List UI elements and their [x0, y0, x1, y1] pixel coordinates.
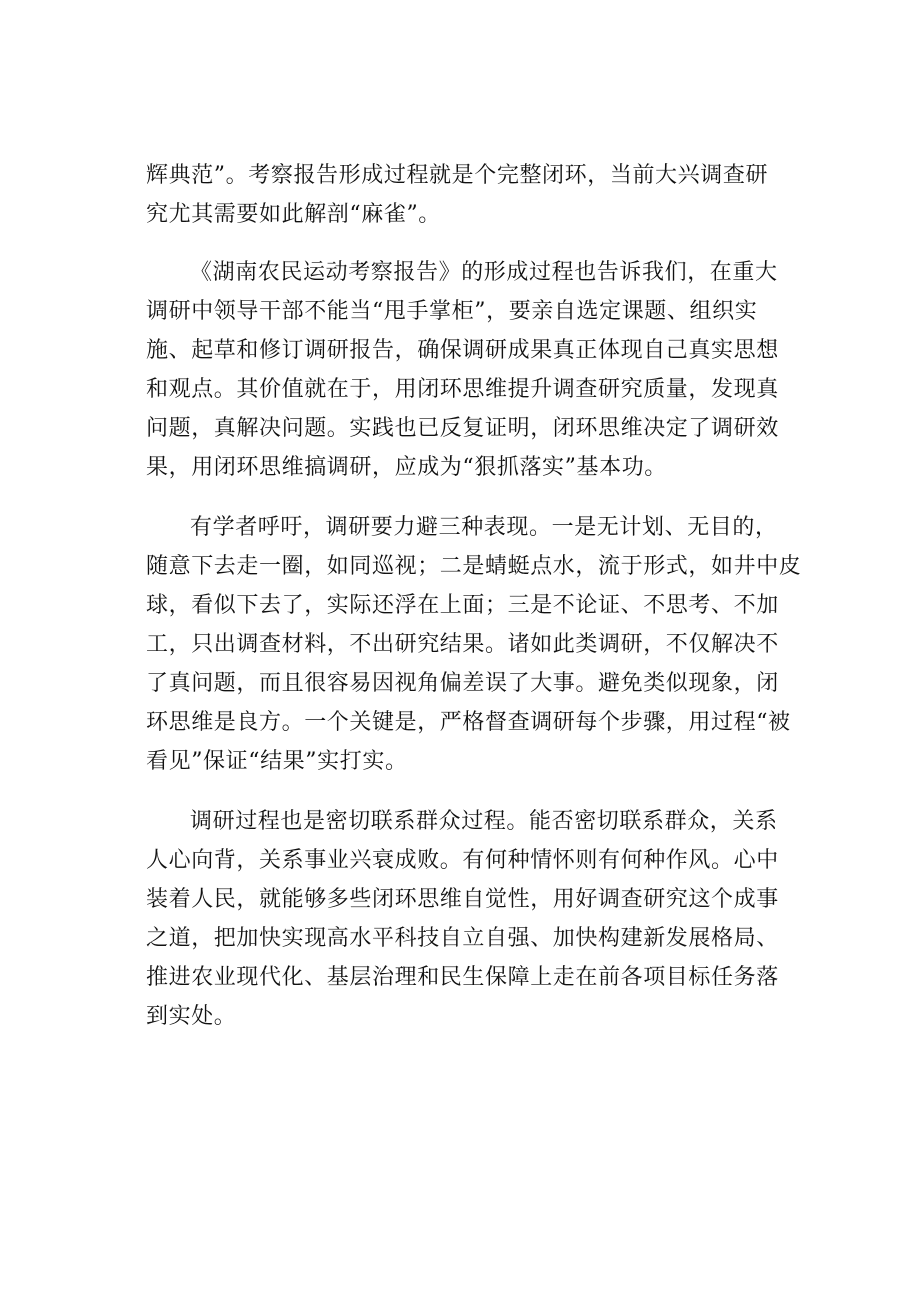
paragraph-line: 果，用闭环思维搞调研，应成为“狠抓落实”基本功。 — [146, 455, 667, 480]
paragraph-4 — [146, 802, 806, 1036]
paragraph-line: 问题，真解决问题。实践也已反复证明，闭环思维决定了调研效 — [146, 416, 779, 441]
paragraph-line: 究尤其需要如此解剖“麻雀”。 — [146, 202, 441, 227]
paragraph-line: 球，看似下去了，实际还浮在上面；三是不论证、不思考、不加 — [146, 593, 779, 618]
paragraph-line: 看见”保证“结果”实打实。 — [146, 749, 408, 774]
paragraph-line: 调研中领导干部不能当“甩手掌柜”，要亲自选定课题、组织实 — [146, 299, 758, 324]
paragraph-line: 到实处。 — [146, 1004, 237, 1029]
paragraph-first-line: 有学者呼吁，调研要力避三种表现。一是无计划、无目的， — [190, 515, 778, 540]
paragraph-first-line: 调研过程也是密切联系群众过程。能否密切联系群众，关系 — [190, 809, 778, 834]
paragraph-line: 之道，把加快实现高水平科技自立自强、加快构建新发展格局、 — [146, 926, 779, 951]
paragraph-line: 随意下去走一圈，如同巡视；二是蜻蜓点水，流于形式，如井中皮 — [146, 554, 802, 579]
paragraph-line: 推进农业现代化、基层治理和民生保障上走在前各项目标任务落 — [146, 965, 779, 990]
paragraph-first-line: 《湖南农民运动考察报告》的形成过程也告诉我们，在重大 — [190, 260, 778, 285]
paragraph-1 — [146, 156, 806, 234]
paragraph-line: 工，只出调查材料，不出研究结果。诸如此类调研，不仅解决不 — [146, 632, 779, 657]
paragraph-line: 和观点。其价值就在于，用闭环思维提升调查研究质量，发现真 — [146, 377, 779, 402]
paragraph-line: 环思维是良方。一个关键是，严格督查调研每个步骤，用过程“被 — [146, 710, 791, 735]
paragraph-3 — [146, 508, 806, 781]
paragraph-2 — [146, 253, 806, 487]
paragraph-line: 辉典范”。考察报告形成过程就是个完整闭环，当前大兴调查研 — [146, 163, 769, 188]
paragraph-line: 装着人民，就能够多些闭环思维自觉性，用好调查研究这个成事 — [146, 887, 779, 912]
paragraph-line: 施、起草和修订调研报告，确保调研成果真正体现自己真实思想 — [146, 338, 779, 363]
paragraph-line: 人心向背，关系事业兴衰成败。有何种情怀则有何种作风。心中 — [146, 848, 779, 873]
paragraph-line: 了真问题，而且很容易因视角偏差误了大事。避免类似现象，闭 — [146, 671, 779, 696]
